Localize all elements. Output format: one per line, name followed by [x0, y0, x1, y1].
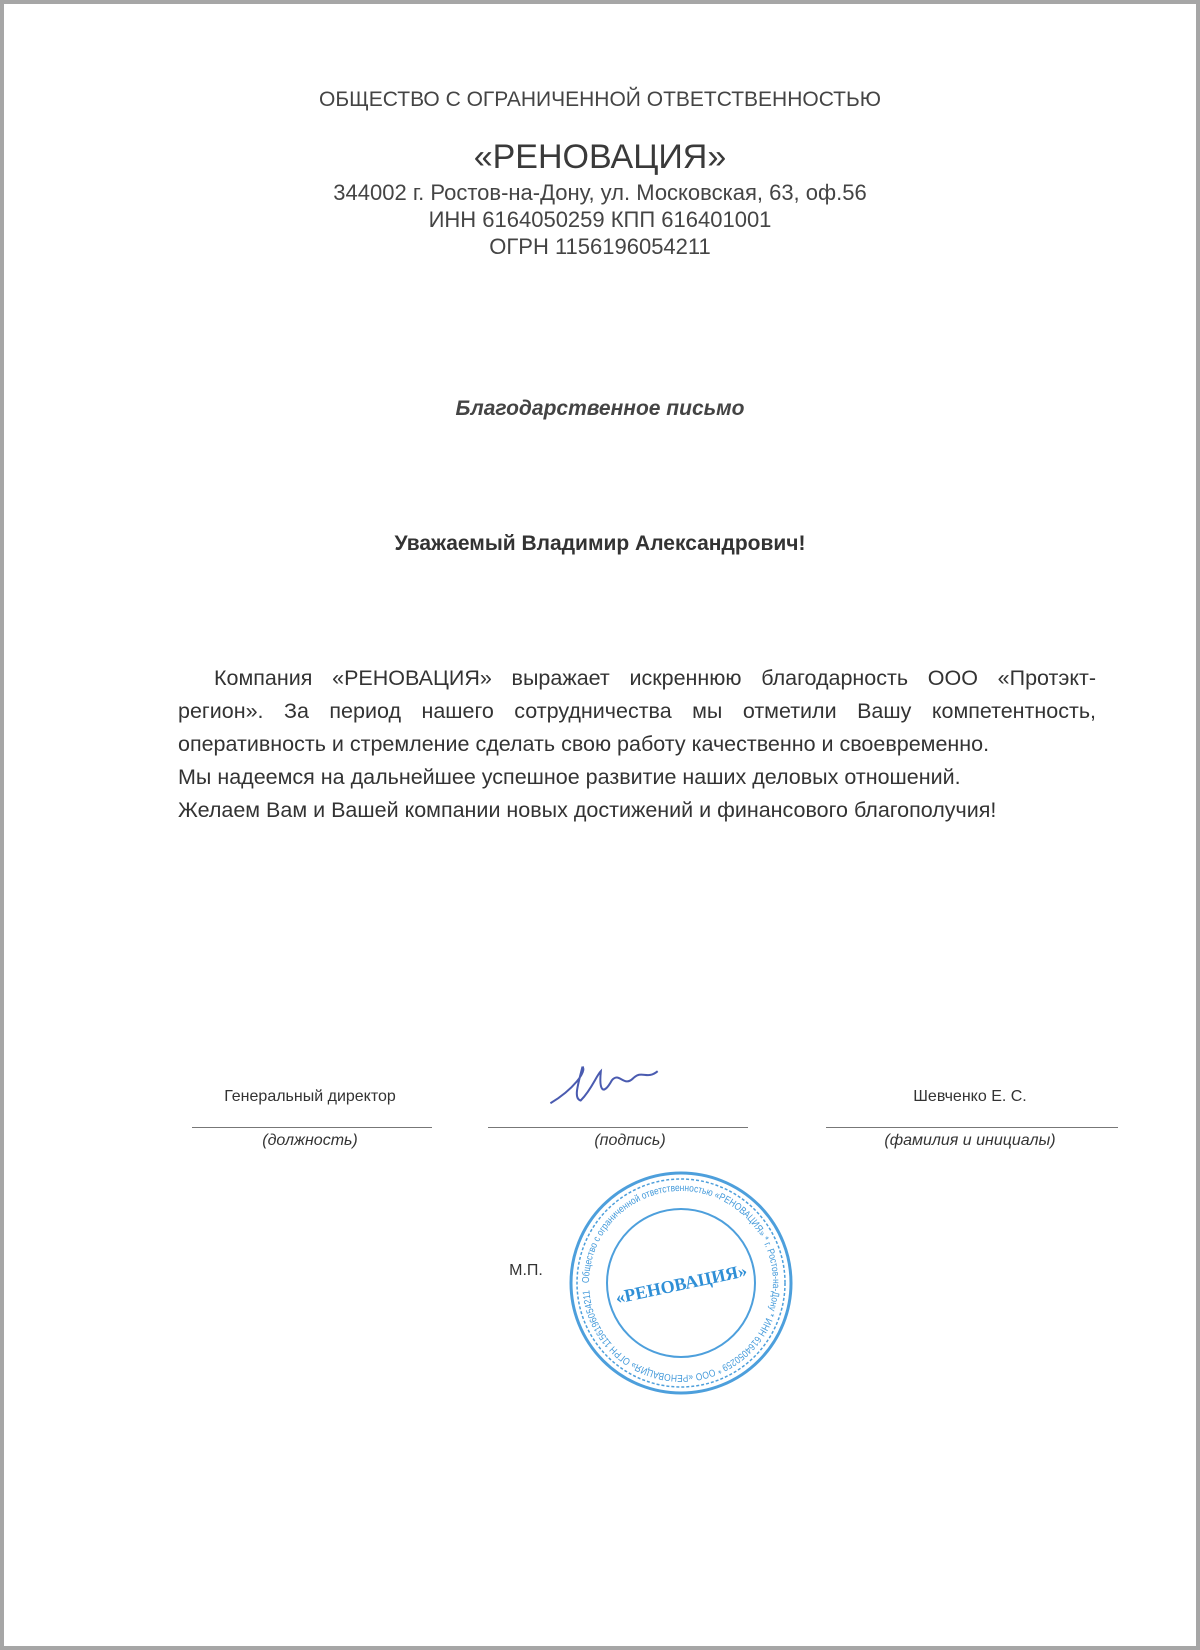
- company-ogrn: ОГРН 1156196054211: [489, 234, 711, 259]
- name-caption: (фамилия и инициалы): [884, 1132, 1056, 1149]
- body-paragraph: Желаем Вам и Вашей компании новых достижений и финансового благополучия!: [178, 798, 997, 822]
- company-name: «РЕНОВАЦИЯ»: [473, 138, 727, 176]
- signer-name: Шевченко Е. С.: [913, 1088, 1027, 1105]
- company-address: 344002 г. Ростов-на-Дону, ул. Московская, 63, оф.56: [333, 180, 867, 205]
- signature-line: [488, 1127, 748, 1128]
- letter-title: Благодарственное письмо: [455, 397, 745, 420]
- body-paragraph: Мы надеемся на дальнейшее успешное развитие наших деловых отношений.: [178, 765, 961, 789]
- stamp-ring-text: Общество с ограниченной ответственностью «РЕНОВАЦИЯ» * г. Ростов-на-Дону * ИНН 6164050259 * ООО «РЕНОВАЦИЯ» ОГРН 1156196054211: [580, 1182, 782, 1384]
- handwritten-signature: [540, 1062, 680, 1117]
- company-inn-kpp: ИНН 6164050259 КПП 616401001: [428, 207, 772, 232]
- org-form: ОБЩЕСТВО С ОГРАНИЧЕННОЙ ОТВЕТСТВЕННОСТЬЮ: [318, 88, 882, 111]
- signature-caption: (подпись): [594, 1132, 666, 1149]
- position-line: [192, 1127, 432, 1128]
- body-paragraph: Компания «РЕНОВАЦИЯ» выражает искреннюю благодарность ООО «Протэкт-регион». За период нашего сотрудничества мы отметили Вашу компетентность, оперативность и стремление сделать свою работу качественно и своевременно.: [178, 666, 1096, 756]
- signer-position: Генеральный директор: [224, 1088, 396, 1105]
- letter-body: [178, 662, 1096, 827]
- seal-mark: М.П.: [509, 1262, 543, 1279]
- letter-greeting: Уважаемый Владимир Александрович!: [394, 532, 806, 555]
- stamp-center-text: «РЕНОВАЦИЯ»: [613, 1260, 749, 1308]
- name-line: [826, 1127, 1118, 1128]
- position-caption: (должность): [262, 1132, 358, 1149]
- company-stamp: [566, 1168, 796, 1398]
